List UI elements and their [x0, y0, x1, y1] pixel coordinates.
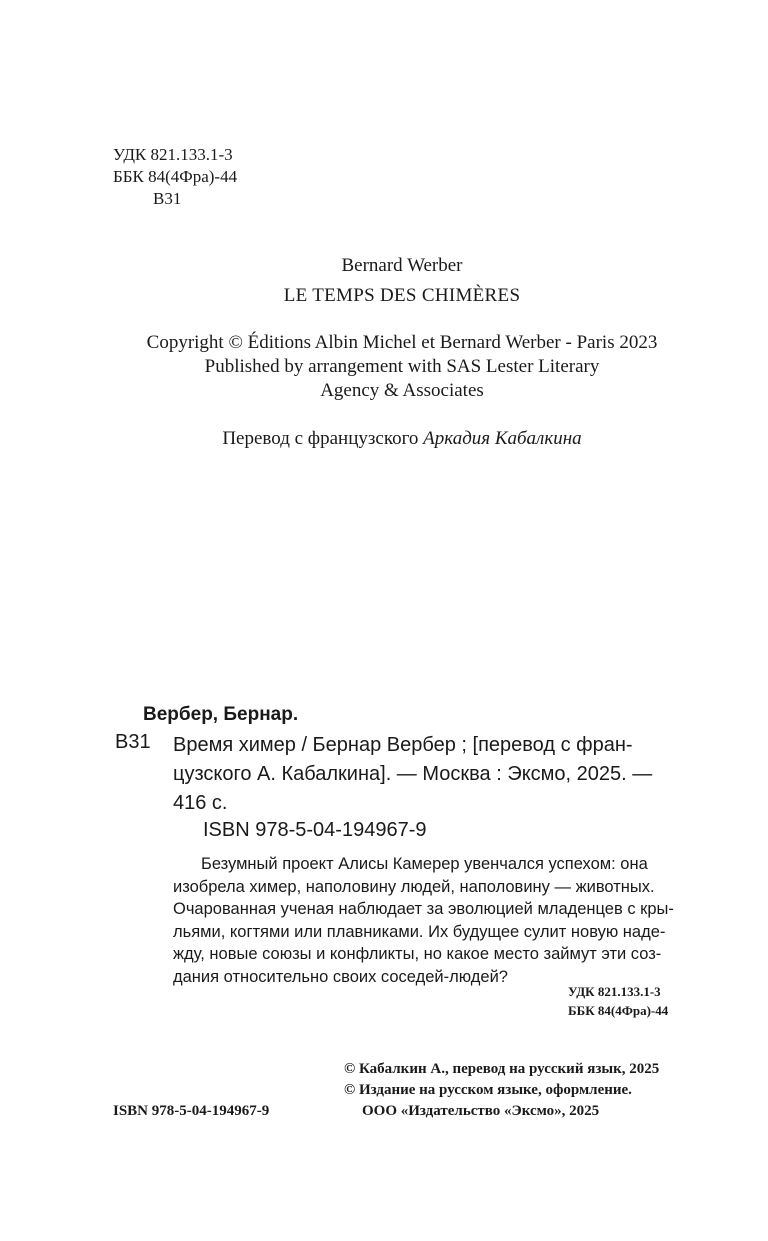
copyright-line: Agency & Associates — [320, 380, 484, 401]
bbk-code: ББК 84(4Фра)-44 — [113, 167, 238, 186]
original-copyright — [0, 331, 768, 403]
udk-code: УДК 821.133.1-3 — [568, 984, 661, 999]
copyright-line: © Кабалкин А., перевод на русский язык, 2025 — [344, 1061, 660, 1077]
bibliographic-description — [173, 731, 693, 818]
annotation-line: жду, новые союзы и конфликты, но какое место займут эти соз- — [173, 945, 662, 963]
annotation-line: дания относительно своих соседей-людей? — [173, 967, 508, 986]
isbn-bottom: ISBN 978-5-04-194967-9 — [113, 1103, 270, 1119]
translation-credit — [0, 428, 768, 450]
bibliographic-code: В31 — [115, 731, 151, 753]
translator-name: Аркадия Кабалкина — [423, 428, 582, 449]
bibliographic-line: цузского А. Кабалкина]. — Москва : Эксмо, 2025. — — [173, 763, 653, 785]
annotation-line: изобрела химер, наполовину людей, наполовину — животных. — [173, 877, 655, 896]
annotation-line: Безумный проект Алисы Камерер увенчался успехом: она — [201, 855, 648, 873]
copyright-line: ООО «Издательство «Эксмо», 2025 — [362, 1103, 600, 1119]
bbk-code: ББК 84(4Фра)-44 — [568, 1003, 669, 1018]
bibliographic-isbn: ISBN 978-5-04-194967-9 — [203, 819, 427, 841]
author-mark: В31 — [153, 189, 182, 208]
russian-copyright — [344, 1059, 659, 1122]
classification-codes — [113, 144, 237, 210]
copyright-line: © Издание на русском языке, оформление. — [344, 1082, 632, 1098]
bibliographic-line: Время химер / Бернар Вербер ; [перевод с фран- — [173, 734, 633, 756]
copyright-line: Published by arrangement with SAS Lester Literary — [204, 356, 600, 377]
annotation-line: Очарованная ученая наблюдает за эволюцией младенцев с кры- — [173, 900, 674, 918]
annotation — [173, 853, 691, 988]
original-title: LE TEMPS DES CHIMÈRES — [283, 285, 521, 306]
annotation-line: льями, когтями или плавниками. Их будущее сулит новую наде- — [173, 922, 666, 941]
bibliographic-heading: Вербер, Бернар. — [143, 704, 299, 725]
classification-codes-right — [568, 982, 668, 1020]
translation-prefix: Перевод с французского — [222, 428, 424, 449]
udk-code: УДК 821.133.1-3 — [113, 145, 233, 164]
copyright-line: Copyright © Éditions Albin Michel et Bernard Werber - Paris 2023 — [146, 332, 658, 353]
bibliographic-line: 416 с. — [173, 792, 228, 814]
original-author: Bernard Werber — [341, 255, 463, 276]
